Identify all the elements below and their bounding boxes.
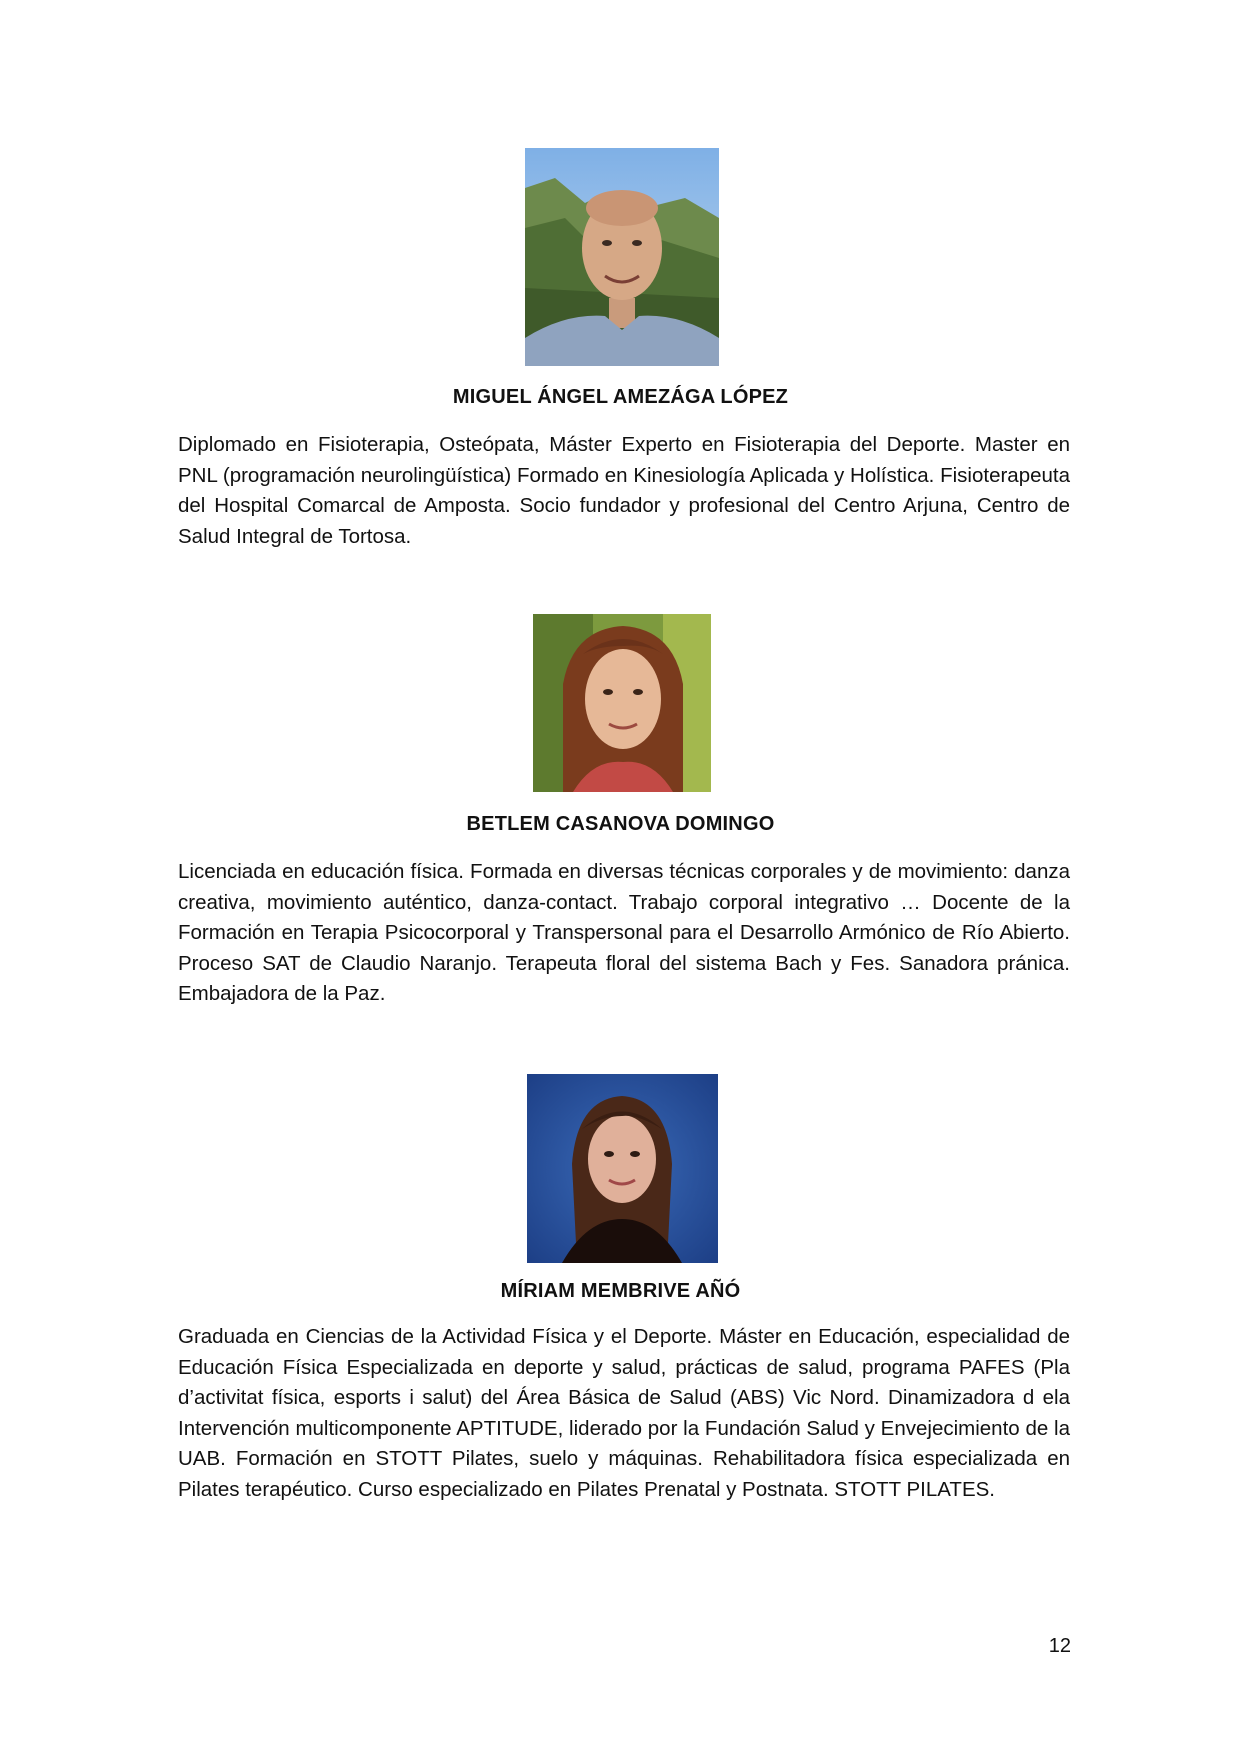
profile-name: MÍRIAM MEMBRIVE AÑÓ [500, 1280, 741, 1302]
profile-name: MIGUEL ÁNGEL AMEZÁGA LÓPEZ [452, 386, 789, 408]
portrait-photo-miriam [527, 1074, 718, 1263]
profile-bio: Licenciada en educación física. Formada en diversas técnicas corporales y de movimiento: danza creativa, movimiento auténtico, danza-contact. Trabajo corporal integrativo … Docente de la Formación en Terapia Psicocorporal y Transpersonal para el Desarrollo Armónico de Río Abierto. Proceso SAT de Claudio Naranjo. Terapeuta floral del sistema Bach y Fes. Sanadora pránica. Embajadora de la Paz. [178, 860, 1070, 1006]
portrait-photo-betlem [533, 614, 711, 792]
portrait-photo-man-outdoors-icon [525, 148, 719, 366]
portrait-photo-miguel [525, 148, 719, 366]
profile-bio: Graduada en Ciencias de la Actividad Física y el Deporte. Máster en Educación, especialidad de Educación Física Especializada en deporte y salud, prácticas de salud, programa PAFES (Pla d’activitat física, esports i salut) del Área Básica de Salud (ABS) Vic Nord. Dinamizadora d ela Intervención multicomponente APTITUDE, liderado por la Fundación Salud y Envejecimiento de la UAB. Formación en STOTT Pilates, suelo y máquinas. Rehabilitadora física especializada en Pilates terapéutico. Curso especializado en Pilates Prenatal y Postnata. STOTT PILATES. [178, 1325, 1070, 1501]
portrait-photo-woman-garden-icon [533, 614, 711, 792]
profile-bio: Diplomado en Fisioterapia, Osteópata, Máster Experto en Fisioterapia del Deporte. Master en PNL (programación neurolingüística) Formado en Kinesiología Aplicada y Holística. Fisioterapeuta del Hospital Comarcal de Amposta. Socio fundador y profesional del Centro Arjuna, Centro de Salud Integral de Tortosa. [178, 433, 1070, 548]
profile-name: BETLEM CASANOVA DOMINGO [466, 813, 775, 835]
portrait-photo-woman-blue-background-icon [527, 1074, 718, 1263]
page-number: 12 [1048, 1635, 1071, 1657]
